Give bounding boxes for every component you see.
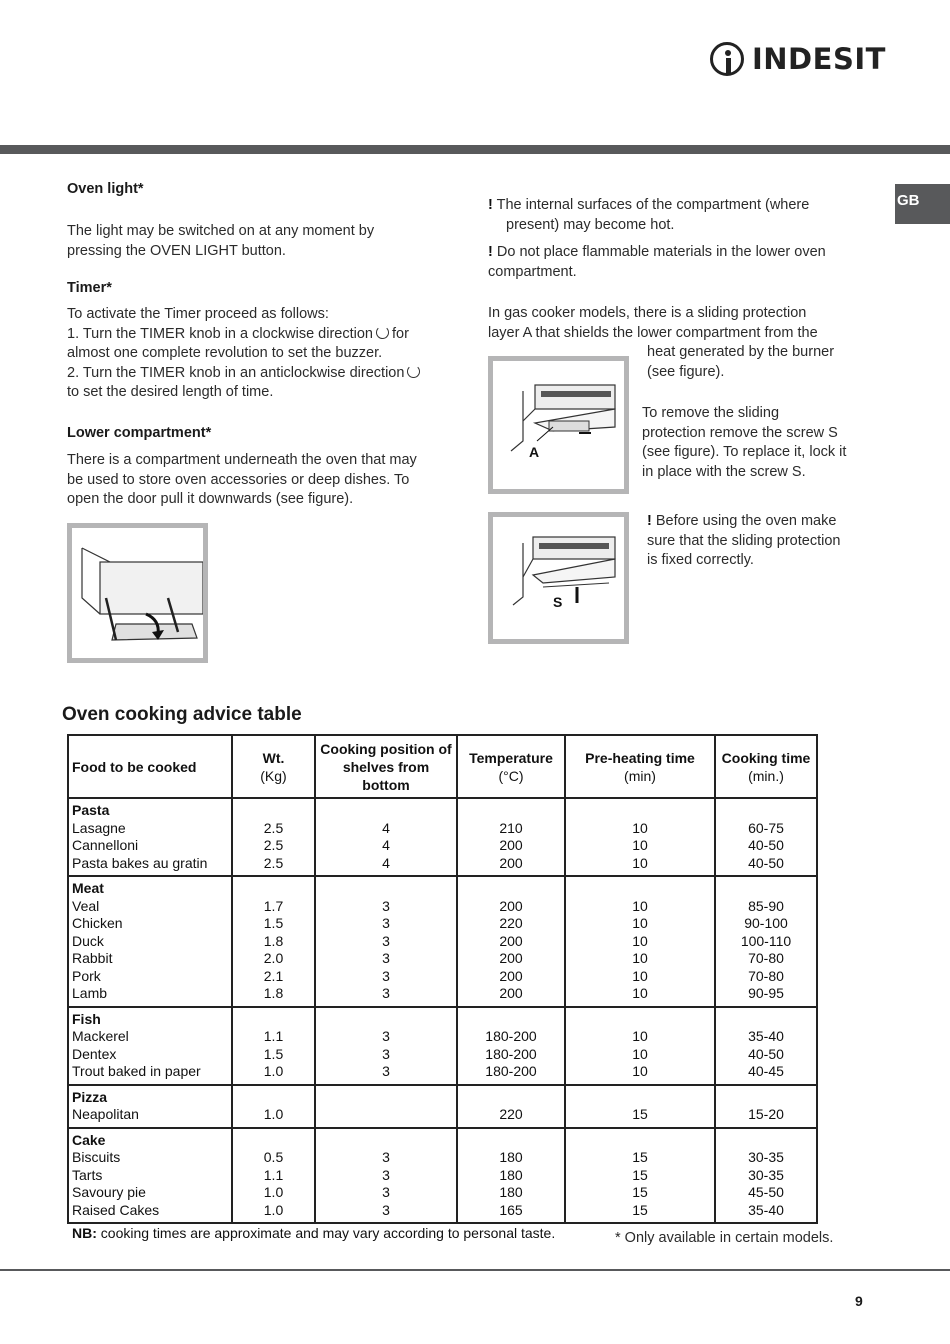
pre-value: 10 [632,967,648,984]
pre-cell [565,1085,715,1128]
cook-value: 40-45 [748,1063,784,1079]
wt-value: 1.5 [263,915,284,931]
cook-cell [715,798,817,876]
language-tab: GB [895,184,950,224]
cook-value: 40-50 [748,1045,784,1062]
col-preheating: Pre-heating time (min) [565,735,715,798]
food-name: Veal [72,897,100,914]
group-label: Fish [72,1010,101,1027]
availability-note: * Only available in certain models. [615,1230,834,1246]
wt-value: 1.0 [263,1063,284,1079]
temp-value: 180-200 [485,1045,537,1062]
cook-value: 100-110 [740,932,792,949]
wt-value: 1.7 [263,897,284,914]
temp-value: 180 [499,1184,523,1200]
food-name: Trout baked in paper [72,1063,201,1079]
wt-value: 2.1 [263,967,284,984]
food-cell [68,1085,232,1128]
wt-value: 1.0 [263,1106,284,1122]
cook-value: 30-35 [748,1149,784,1165]
pos-value [316,1106,456,1124]
food-name: Lamb [72,985,108,1001]
pre-value: 15 [632,1184,648,1200]
temp-cell [457,1128,565,1224]
cook-value: 35-40 [748,1201,784,1218]
temp-cell [457,876,565,1007]
brand-name: INDESIT [752,42,886,76]
logo-mark-icon [710,42,744,76]
temp-cell [457,798,565,876]
wt-value: 2.5 [263,819,284,836]
pre-value: 15 [632,1166,648,1183]
oven-light-text: The light may be switched on at any moment by pressing the OVEN LIGHT button. [67,223,375,259]
cook-value: 60-75 [748,819,784,836]
pos-value: 3 [382,1184,390,1200]
wt-value: 2.5 [263,854,284,871]
food-name: Raised Cakes [72,1201,160,1218]
temp-value: 210 [499,819,523,836]
wt-value: 1.1 [263,1166,284,1183]
wt-value: 2.5 [263,837,284,853]
warning-fixed-correctly: ! Before using the oven make sure that the sliding protection is fixed correctly. [647,513,841,568]
cooking-table-title: Oven cooking advice table [62,704,302,725]
table-row [68,1085,817,1128]
temp-value: 200 [499,950,523,966]
pos-cell [315,1128,457,1224]
pre-cell [565,1007,715,1085]
wt-value: 1.8 [263,985,284,1001]
cook-value: 90-100 [744,915,788,931]
lower-compartment-text: There is a compartment underneath the oven that may be used to store oven accessories or deep dishes. To open the door pull it downwards (see figure). [67,452,417,507]
cook-value: 70-80 [748,950,784,966]
temp-value: 200 [499,854,523,871]
pre-value: 10 [632,932,648,949]
pre-value: 10 [632,854,648,871]
food-name: Pork [72,967,101,984]
pre-value: 10 [632,985,648,1001]
col-shelf-position: Cooking position of shelves from bottom [315,735,457,798]
cook-value: 40-50 [748,854,784,871]
pos-value: 3 [382,985,390,1001]
food-name: Cannelloni [72,837,139,853]
wt-cell [232,1007,315,1085]
pos-cell [315,798,457,876]
food-name: Neapolitan [72,1106,139,1122]
pos-value: 3 [382,1201,390,1218]
wt-value: 1.0 [263,1201,284,1218]
table-header-row [68,735,817,798]
food-cell [68,876,232,1007]
brand-logo [710,40,886,84]
wt-cell [232,876,315,1007]
protection-layer-illustration [493,361,624,489]
pos-cell [315,1085,457,1128]
pos-value: 3 [382,915,390,931]
food-name: Duck [72,932,104,949]
food-name: Savoury pie [72,1184,146,1200]
cooking-advice-table [67,734,818,1224]
temp-value: 180 [499,1166,523,1183]
lower-compartment-title: Lower compartment* [67,425,212,441]
fig-label-a: A [529,444,540,460]
cook-cell [715,1007,817,1085]
temp-value: 200 [499,932,523,949]
cook-cell [715,1128,817,1224]
protection-layer-a-figure [488,356,629,494]
pre-value: 10 [632,950,648,966]
pos-value: 3 [382,1166,390,1183]
timer-title: Timer* [67,280,112,296]
food-name: Chicken [72,915,123,931]
temp-cell [457,1085,565,1128]
food-name: Biscuits [72,1149,121,1165]
pos-value: 3 [382,950,390,966]
clockwise-icon [376,326,389,339]
col-cooking-time: Cooking time (min.) [715,735,817,798]
pre-value: 10 [632,915,648,931]
temp-cell [457,1007,565,1085]
pre-value: 15 [632,1201,648,1218]
drawer-illustration [72,528,203,658]
pos-cell [315,1007,457,1085]
footer-rule [0,1269,950,1271]
food-name: Rabbit [72,950,113,966]
gas-models-text-cont: heat generated by the burner (see figure). [647,344,835,380]
pre-value: 10 [632,837,648,853]
cook-value: 85-90 [748,897,784,914]
pre-value: 10 [632,1045,648,1062]
food-cell [68,798,232,876]
pos-value: 3 [382,967,390,984]
cook-cell [715,1085,817,1128]
pos-value: 3 [382,1063,390,1079]
cook-value: 70-80 [748,967,784,984]
group-label: Pasta [72,802,110,818]
food-name: Mackerel [72,1028,129,1044]
cook-cell [715,876,817,1007]
cook-value: 90-95 [748,985,784,1001]
col-weight: Wt. (Kg) [232,735,315,798]
pre-value: 10 [632,897,648,914]
food-cell [68,1128,232,1224]
page-number: 9 [855,1293,863,1309]
cook-value: 35-40 [748,1028,784,1044]
group-label: Pizza [72,1088,108,1105]
pre-cell [565,798,715,876]
pre-cell [565,876,715,1007]
temp-value: 220 [499,1106,523,1122]
pos-value: 4 [382,819,390,836]
pre-value: 10 [632,1028,648,1044]
timer-text [67,305,467,403]
pre-cell [565,1128,715,1224]
temp-value: 180 [499,1149,523,1165]
group-label: Meat [72,880,104,896]
wt-value: 0.5 [263,1149,284,1165]
pos-value: 3 [382,897,390,914]
wt-value: 2.0 [263,950,284,966]
food-name: Pasta bakes au gratin [72,854,208,871]
screw-illustration [493,517,624,639]
oven-light-title: Oven light* [67,181,144,197]
cook-value: 40-50 [748,837,784,853]
col-temperature: Temperature (°C) [457,735,565,798]
remove-protection-text: To remove the sliding protection remove the screw S (see figure). To replace it, lock it in place with the screw S. [642,405,847,480]
food-name: Tarts [72,1166,103,1183]
group-label: Cake [72,1131,106,1148]
gas-models-text: In gas cooker models, there is a sliding protection layer A that shields the lower compartment from the [488,305,818,341]
temp-value: 200 [499,967,523,984]
food-name: Lasagne [72,819,126,836]
temp-value: 200 [499,985,523,1001]
table-row [68,876,817,1007]
food-name: Dentex [72,1045,117,1062]
pre-value: 10 [632,1063,648,1079]
timer-step2-cont: to set the desired length of time. [67,384,274,400]
timer-step1: 1. Turn the TIMER knob in a clockwise direction for [67,325,409,342]
pre-value: 15 [632,1106,648,1122]
pos-cell [315,876,457,1007]
header-bar [0,145,950,154]
pos-value: 3 [382,1045,390,1062]
wt-cell [232,798,315,876]
cook-value: 15-20 [748,1106,784,1122]
wt-value: 1.5 [263,1045,284,1062]
cook-value: 45-50 [748,1184,784,1200]
anticlockwise-icon [407,365,420,378]
temp-value: 165 [499,1201,523,1218]
timer-step2: 2. Turn the TIMER knob in an anticlockwise direction [67,364,467,384]
timer-step1-cont: almost one complete revolution to set the buzzer. [67,345,383,361]
wt-value: 1.0 [263,1184,284,1200]
table-row [68,1128,817,1224]
temp-value: 200 [499,837,523,853]
wt-value: 1.1 [263,1028,284,1044]
table-row [68,798,817,876]
pos-value: 4 [382,854,390,871]
temp-value: 180-200 [485,1063,537,1079]
wt-value: 1.8 [263,932,284,949]
pos-value: 3 [382,1028,390,1044]
temp-value: 200 [499,897,523,914]
temp-value: 180-200 [485,1028,537,1044]
warning-hot-surfaces: ! The internal surfaces of the compartment (where present) may become hot. [488,197,810,233]
warning-flammable: ! Do not place flammable materials in the lower oven compartment. [488,244,826,280]
timer-intro: To activate the Timer proceed as follows: [67,306,329,322]
col-food: Food to be cooked [68,735,232,798]
temp-value: 220 [499,915,523,931]
table-row [68,1007,817,1085]
pos-value: 3 [382,932,390,949]
wt-cell [232,1128,315,1224]
pre-value: 10 [632,819,648,836]
screw-s-figure [488,512,629,644]
cook-value: 30-35 [748,1166,784,1183]
nb-note: NB: cooking times are approximate and may vary according to personal taste. [72,1225,556,1241]
pos-value: 4 [382,837,390,853]
lower-compartment-figure [67,523,208,663]
food-cell [68,1007,232,1085]
pos-value: 3 [382,1149,390,1165]
fig-label-s: S [553,594,563,610]
pre-value: 15 [632,1149,648,1165]
wt-cell [232,1085,315,1128]
